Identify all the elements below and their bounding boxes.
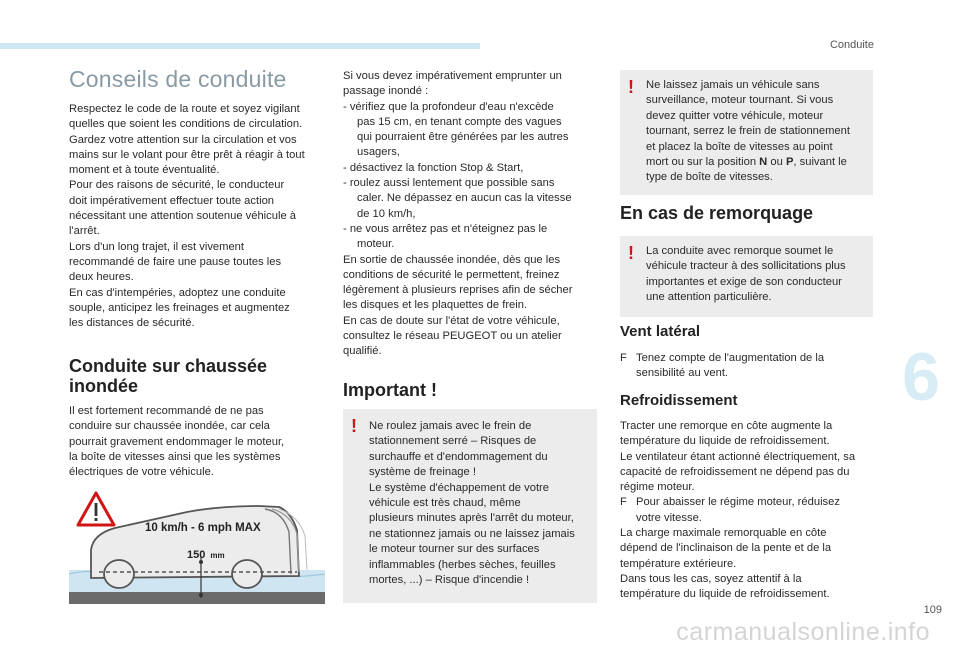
ground-strip: [69, 592, 325, 604]
important-warning-box: [343, 409, 597, 603]
remorquage-title: En cas de remorquage: [620, 203, 814, 223]
flood-instructions: Si vous devez impérativement emprunter un passage inondé : - vérifiez que la profondeur d'eau n'excède pas 15 cm, en tenant compte des vagues qui pourraient être générées par les autres usagers, - désactivez la fonction Stop & Start, - roulez aussi lentement que possible sans caler. Ne dépassez en aucun cas la vitesse de 10 km/h, - ne vous arrêtez pas et n'éteignez pas le moteur. En sortie de chaussée inondée, dès que les conditions de sécurité le permettent, freinez légèrement à plusieurs reprises afin de sécher les disques et les plaquettes de frein. En cas de doute sur l'état de votre véhicule, consultez le réseau PEUGEOT ou un atelier qualifié.: [343, 70, 573, 358]
conseils-title: Conseils de conduite: [69, 66, 287, 92]
inondee-paragraph: Il est fortement recommandé de ne pas conduire sur chaussée inondée, car cela pourrait gravement endommager le moteur, la boîte de vitesses ainsi que les systèmes électriques de votre véhicule.: [69, 405, 285, 479]
speed-limit-label: 10 km/h - 6 mph MAX: [145, 522, 261, 534]
conseils-paragraph: Respectez le code de la route et soyez vigilant quelles que soient les conditions de circulation. Gardez votre attention sur la circulation et vos mains sur le volant pour être prêt à réagir à tout moment et à toute éventualité. Pour des raisons de sécurité, le conducteur doit impérativement effectuer toute action nécessitant une attention soutenue véhicule à l'arrêt. Lors d'un long trajet, il est vivement recommandé de faire une pause toutes les deux heures. En cas d'intempéries, adoptez une conduite souple, anticipez les freinages et augmentez les distances de sécurité.: [69, 103, 305, 330]
watermark: carmanualsonline.info: [676, 618, 930, 646]
vent-bullet: F Tenez compte de l'augmentation de la sensibilité au vent.: [620, 352, 825, 380]
important-title: Important !: [343, 380, 437, 400]
bullet-icon: F: [620, 496, 627, 509]
exclamation-icon: !: [628, 243, 634, 263]
unattended-warning-box: [620, 70, 873, 195]
header-accent-bar: [0, 43, 480, 49]
chapter-number: 6: [902, 339, 940, 415]
towing-warning-text: La conduite avec remorque soumet le véhicule tracteur à des sollicitations plus importantes et exige de son conducteur une attention particulière.: [646, 245, 846, 304]
inondee-title: Conduite sur chaussée inondée: [69, 356, 268, 396]
refroidissement-title: Refroidissement: [620, 392, 738, 409]
towing-warning-box: [620, 236, 873, 317]
important-warning-text: Ne roulez jamais avec le frein de stationnement serré – Risques de surchauffe et d'endommagement du système de freinage ! Le système d'échappement de votre véhicule est très chaud, même plusieurs minutes après l'arrêt du moteur, ne stationnez jamais ou ne laissez jamais le moteur tourner sur des surfaces inflammables (herbes sèches, feuilles mortes, ...) – Risque d'incendie !: [369, 420, 575, 587]
exclamation-icon: !: [351, 416, 357, 436]
section-name: Conduite: [829, 39, 874, 51]
refroidissement-paragraph: Tracter une remorque en côte augmente la température du liquide de refroidissement. Le ventilateur étant actionné électriquement, sa capacité de refroidissement ne dépend pas du régime moteur. F Pour abaisser le régime moteur, réduisez votre vitesse. La charge maximale remorquable en côte dépend de l'inclinaison de la pente et de la température extérieure. Dans tous les cas, soyez attentif à la température du liquide de refroidissement.: [620, 420, 856, 601]
unattended-warning-text: Ne laissez jamais un véhicule sans surveillance, moteur tournant. Si vous devez quitter votre véhicule, moteur tournant, serrez le frein de stationnement et placez la boîte de vitesses au point mort ou sur la position N ou P, suivant le type de boîte de vitesses.: [646, 79, 850, 184]
page-number: 109: [923, 604, 942, 616]
svg-text:150 mm: [187, 549, 225, 561]
depth-value: 150: [187, 549, 206, 561]
exclamation-icon: !: [628, 77, 634, 97]
depth-unit: mm: [210, 551, 225, 560]
vent-title: Vent latéral: [620, 323, 701, 340]
bullet-icon: F: [620, 352, 627, 364]
flood-driving-illustration: [69, 490, 325, 604]
